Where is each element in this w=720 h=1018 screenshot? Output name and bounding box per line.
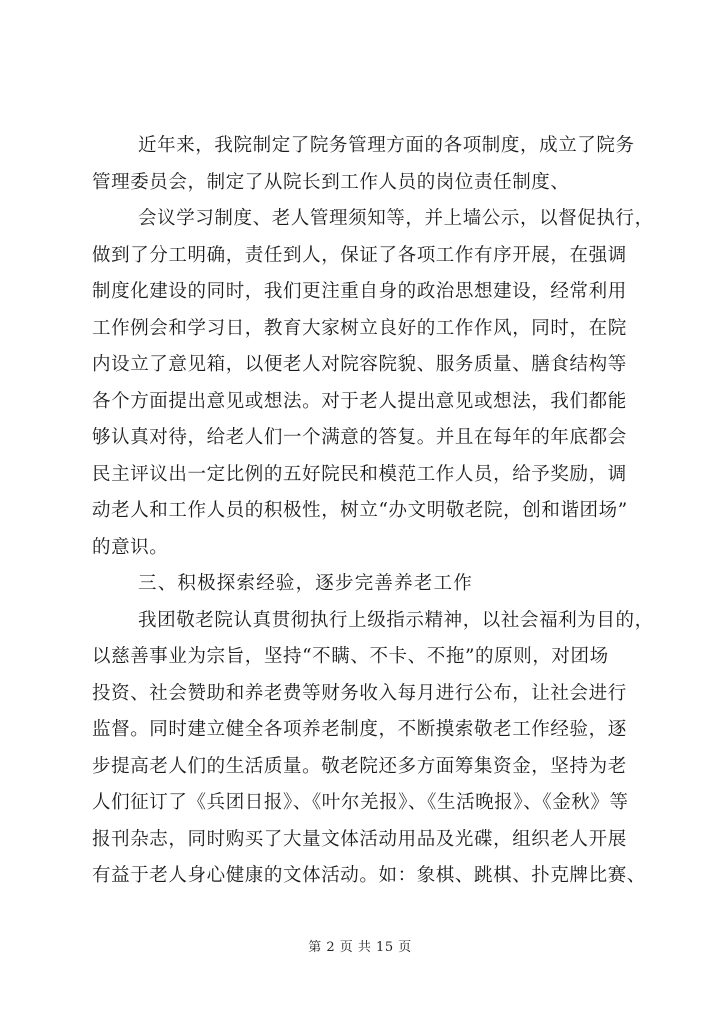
paragraph-line: 民主评议出一定比例的五好院民和模范工作人员，给予奖励，调 bbox=[92, 463, 627, 485]
paragraph-line: 内设立了意见箱，以便老人对院容院貌、服务质量、膳食结构等 bbox=[92, 354, 627, 375]
paragraph-line: 够认真对待，给老人们一个满意的答复。并且在每年的年底都会 bbox=[92, 427, 627, 448]
paragraph-line: 的意识。 bbox=[92, 536, 169, 558]
paragraph-line: 我团敬老院认真贯彻执行上级指示精神，以社会福利为目的， bbox=[138, 609, 654, 631]
section-heading: 三、积极探索经验，逐步完善养老工作 bbox=[138, 573, 473, 594]
paragraph-line: 做到了分工明确，责任到人，保证了各项工作有序开展，在强调 bbox=[92, 244, 627, 266]
paragraph-line: 人们征订了《兵团日报》、《叶尔羌报》、《生活晚报》、《金秋》等 bbox=[92, 792, 629, 813]
paragraph-line: 工作例会和学习日，教育大家树立良好的工作作风，同时，在院 bbox=[92, 317, 627, 339]
paragraph-line: 有益于老人身心健康的文体活动。如：象棋、跳棋、扑克牌比赛、 bbox=[92, 865, 646, 886]
document-body bbox=[92, 128, 654, 895]
paragraph-line: 监督。同时建立健全各项养老制度，不断摸索敬老工作经验，逐 bbox=[92, 719, 627, 740]
paragraph-line: 各个方面提出意见或想法。对于老人提出意见或想法，我们都能 bbox=[92, 390, 627, 412]
page-number-footer: 第 2 页 共 15 页 bbox=[308, 940, 412, 955]
paragraph-line: 管理委员会，制定了从院长到工作人员的岗位责任制度、 bbox=[92, 171, 570, 193]
paragraph-line: 报刊杂志，同时购买了大量文体活动用品及光碟，组织老人开展 bbox=[92, 828, 627, 850]
paragraph-line: 制度化建设的同时，我们更注重自身的政治思想建设，经常利用 bbox=[92, 281, 627, 302]
paragraph-line: 动老人和工作人员的积极性，树立“办文明敬老院，创和谐团场” bbox=[92, 500, 628, 521]
paragraph-line: 会议学习制度、老人管理须知等，并上墙公示，以督促执行， bbox=[138, 208, 654, 229]
paragraph-line: 投资、社会赞助和养老费等财务收入每月进行公布，让社会进行 bbox=[92, 682, 627, 704]
paragraph-line: 以慈善事业为宗旨，坚持“不瞒、不卡、不拖”的原则，对团场 bbox=[92, 646, 609, 667]
paragraph-line: 近年来，我院制定了院务管理方面的各项制度，成立了院务 bbox=[138, 135, 635, 156]
paragraph-line: 步提高老人们的生活质量。敬老院还多方面筹集资金，坚持为老 bbox=[92, 755, 627, 777]
